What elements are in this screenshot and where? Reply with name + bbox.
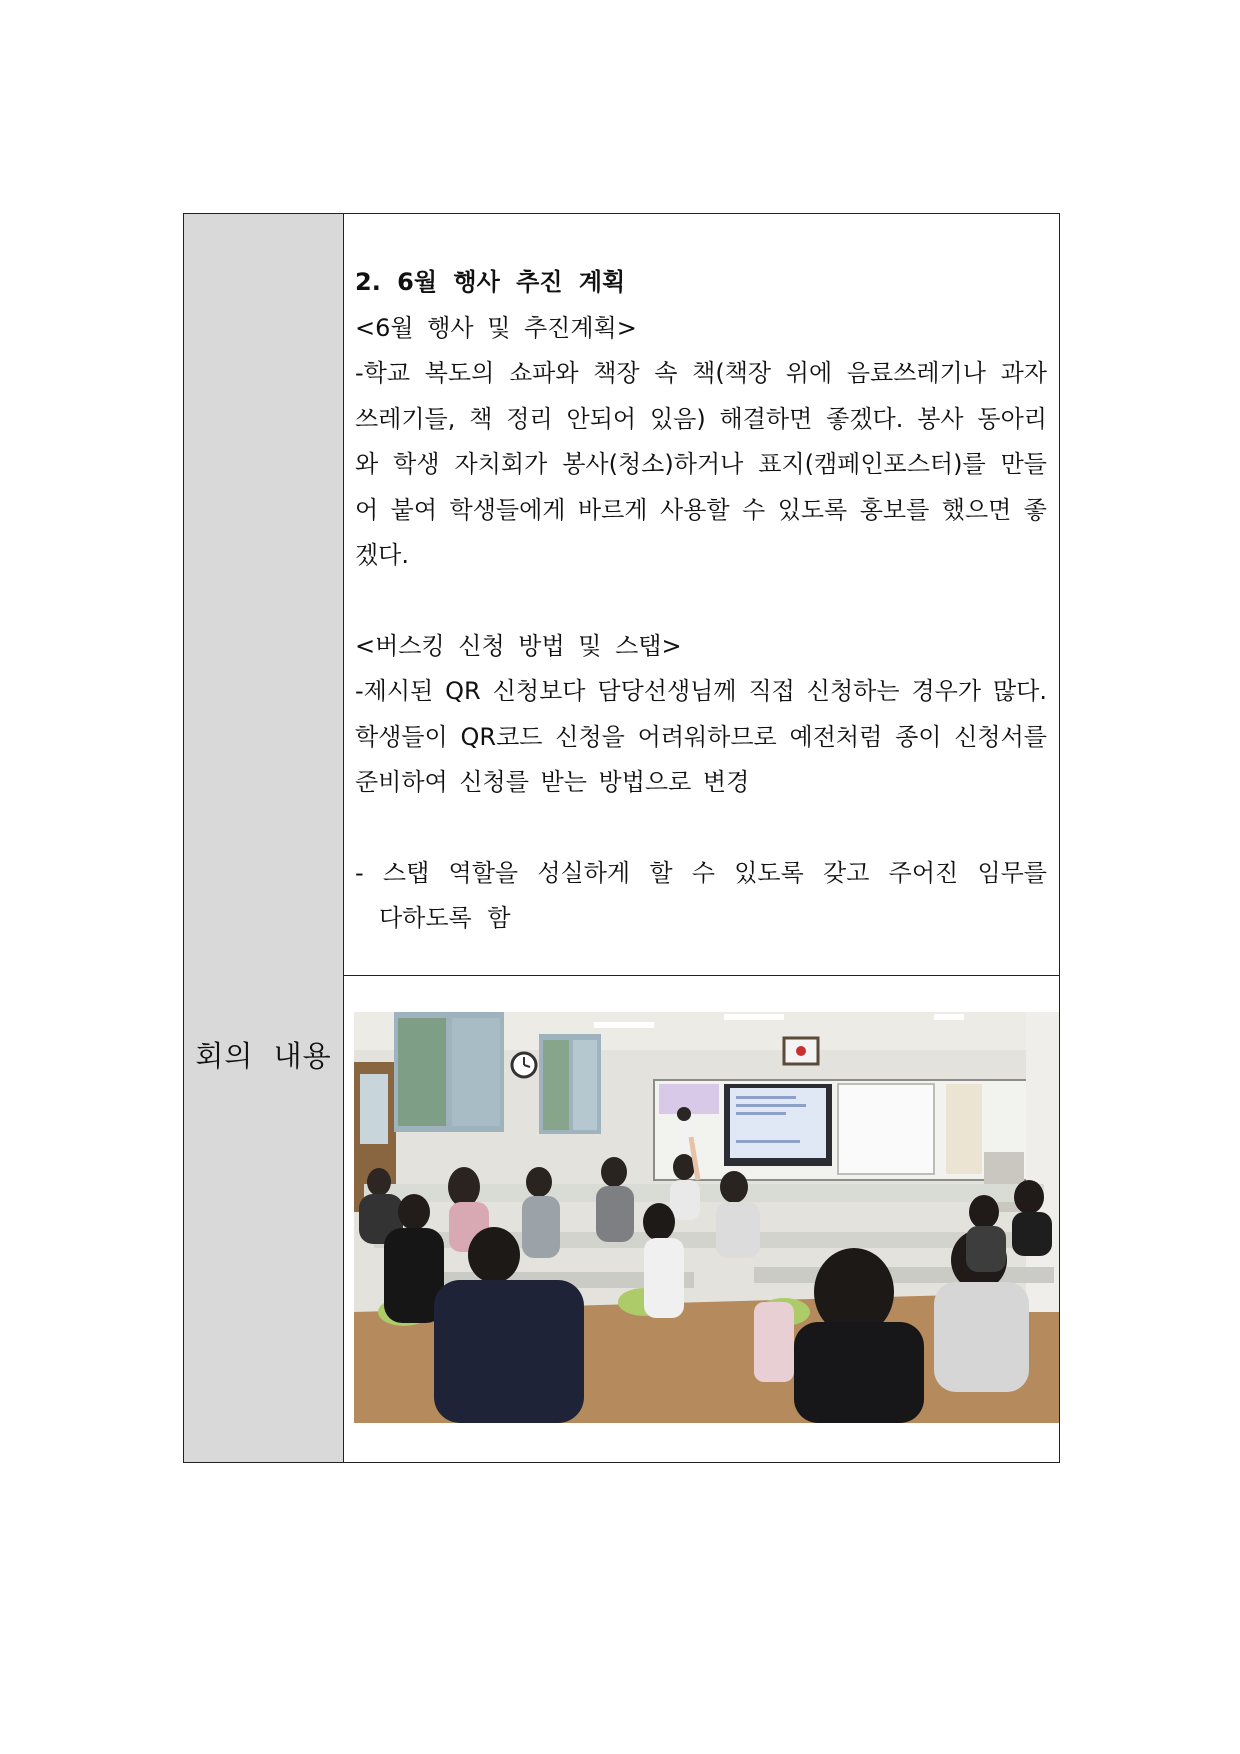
sub-heading-june-events: <6월 행사 및 추진계획> bbox=[355, 313, 637, 342]
photo-cell bbox=[344, 976, 1059, 1462]
label-cell bbox=[184, 214, 344, 1462]
classroom-meeting-photo bbox=[354, 1012, 1059, 1423]
paragraph-spacer bbox=[355, 579, 1047, 624]
sub-heading-busking: <버스킹 신청 방법 및 스탭> bbox=[355, 631, 682, 660]
paragraph-hallway-cleanup: -학교 복도의 쇼파와 책장 속 책(책장 위에 음료쓰레기나 과자 쓰레기들, 책 정리 안되어 있음) 해결하면 좋겠다. 봉사 동아리와 학생 자치회가 봉사(청소)하거나 표지(캠페인포스터)를 만들어 붙여 학생들에게 바르게 사용할 수 있도록 홍보를 했으면 좋겠다. bbox=[355, 359, 1047, 569]
meeting-minutes-table bbox=[183, 213, 1060, 1463]
section-heading: 2. 6월 행사 추진 계획 bbox=[355, 268, 626, 296]
meeting-content-label: 회의 내용 bbox=[195, 1039, 332, 1073]
paragraph-spacer bbox=[355, 806, 1047, 851]
content-column bbox=[344, 214, 1059, 1462]
minutes-text-cell bbox=[344, 214, 1059, 976]
paragraph-staff-duties: - 스탭 역할을 성실하게 할 수 있도록 갖고 주어진 임무를 다하도록 함 bbox=[355, 858, 1047, 932]
paragraph-busking-signup: -제시된 QR 신청보다 담당선생님께 직접 신청하는 경우가 많다. 학생들이 QR코드 신청을 어려워하므로 예전처럼 종이 신청서를 준비하여 신청를 받는 방법으로 변경 bbox=[355, 677, 1047, 796]
